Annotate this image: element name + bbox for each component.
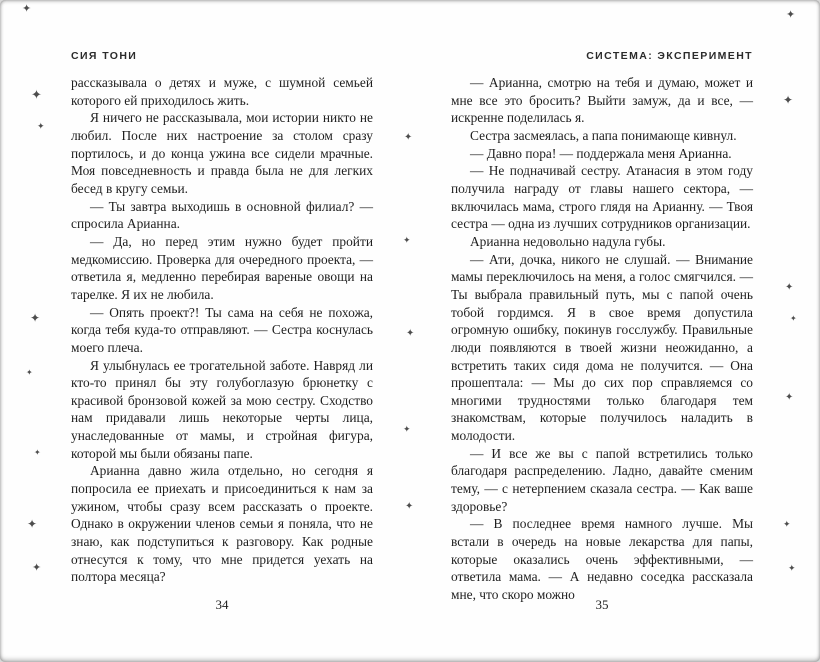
- paragraph: — Опять проект?! Ты сама на себя не похожа, когда тебя куда-то отправляют. — Сестра коснулась моего плеча.: [71, 304, 373, 355]
- running-head-title: СИСТЕМА: ЭКСПЕРИМЕНТ: [586, 50, 753, 62]
- paragraph: — Ты завтра выходишь в основной филиал? — спросила Арианна.: [71, 198, 373, 232]
- sparkle-icon: ✦: [403, 235, 411, 245]
- paragraph: — Не подначивай сестру. Атанасия в этом году получила награду от главы нашего сектора, — включилась мама, строго глядя на Арианну. — Твоя сестра — одна из лучших сотрудников организации.: [451, 163, 753, 232]
- paragraph: — В последнее время намного лучше. Мы встали в очередь на новые лекарства для папы, которые оказались очень эффективными, — ответила мама. — А недавно соседка рассказала мне, что скоро можно: [451, 516, 753, 603]
- paragraph: Арианна недовольно надула губы.: [470, 233, 666, 249]
- paragraph: — Давно пора! — поддержала меня Арианна.: [470, 145, 732, 161]
- sparkle-icon: ✦: [786, 9, 796, 21]
- sparkle-icon: ✦: [27, 517, 38, 531]
- page-number-right: 35: [595, 597, 609, 612]
- paragraph: Сестра засмеялась, а папа понимающе кивнул.: [470, 127, 737, 143]
- paragraph: Арианна давно жила отдельно, но сегодня я попросила ее приехать и присоединиться к нам за ужином, чтобы сразу всем рассказать о проекте. Однако в окружении членов семьи я поняла, что не знаю, как подступиться к разговору. Как родные отнесутся к тому, что мне придется уехать на полтора месяца?: [71, 463, 373, 585]
- sparkle-icon: ✦: [30, 311, 41, 325]
- sparkle-icon: ✦: [790, 314, 797, 323]
- running-head-author: СИЯ ТОНИ: [71, 50, 138, 62]
- sparkle-icon: ✦: [785, 392, 794, 403]
- paragraph: — Ати, дочка, никого не слушай. — Внимание мамы переключилось на меня, а голос смягчился. — Ты выбрала правильный путь, мы с папой очень тобой гордимся. Я в свое время допустила огромную ошибку, покинув госслужбу. Правильные люди появляются в твоей жизни неожиданно, а встретить таких сидя дома не получится. — Она прошептала: — Мы до сих пор справляемся со многими трудностями только благодаря тем знакомствам, которые получилось наладить в молодости.: [451, 251, 753, 444]
- sparkle-icon: ✦: [785, 282, 794, 293]
- sparkle-icon: ✦: [37, 121, 45, 131]
- sparkle-icon: ✦: [32, 562, 42, 574]
- paragraph: — Да, но перед этим нужно будет пройти медкомиссию. Проверка для очередного проекта, — ответила я, медленно перебирая вареные овощи на тарелке. Я их не любила.: [71, 233, 373, 302]
- sparkle-icon: ✦: [26, 368, 33, 377]
- sparkle-icon: ✦: [22, 3, 32, 15]
- sparkle-icon: ✦: [788, 563, 796, 573]
- sparkle-icon: ✦: [403, 424, 411, 434]
- paragraph: — И все же вы с папой встретились только благодаря распределению. Ладно, давайте сменим тему, — с нетерпением сказала сестра. — Как ваше здоровье?: [451, 445, 753, 514]
- sparkle-icon: ✦: [31, 87, 42, 102]
- paragraph: Я ничего не рассказывала, мои истории никто не любил. После них настроение за столом сразу портилось, и до конца ужина все сидели мрачные. Моя повседневность и правда была не для легких бесед в кругу семьи.: [71, 110, 373, 196]
- sparkle-icon: ✦: [783, 93, 794, 107]
- sparkle-icon: ✦: [34, 448, 41, 457]
- paragraph: рассказывала о детях и муже, с шумной семьей которого ей приходилось жить.: [71, 75, 373, 108]
- sparkle-icon: ✦: [405, 501, 414, 512]
- sparkle-icon: ✦: [783, 519, 791, 529]
- page-right-body: [451, 74, 753, 604]
- paragraph: — Арианна, смотрю на тебя и думаю, может и мне все это бросить? Выйти замуж, да и все, — искренне поделилась я.: [451, 75, 753, 126]
- page-right: [451, 50, 753, 616]
- page-number-left: 34: [215, 597, 229, 612]
- page-left-body: [71, 74, 373, 586]
- sparkle-icon: ✦: [404, 132, 413, 143]
- page-left: [71, 50, 373, 616]
- sparkle-icon: ✦: [406, 328, 415, 339]
- paragraph: Я улыбнулась ее трогательной заботе. Навряд ли кто-то принял бы эту голубоглазую брюнетку с красивой бронзовой кожей за мою сестру. Сходство нам придавали лишь некоторые черты лица, унаследованные от мамы, и стройная фигура, которой мы были обязаны папе.: [71, 357, 373, 461]
